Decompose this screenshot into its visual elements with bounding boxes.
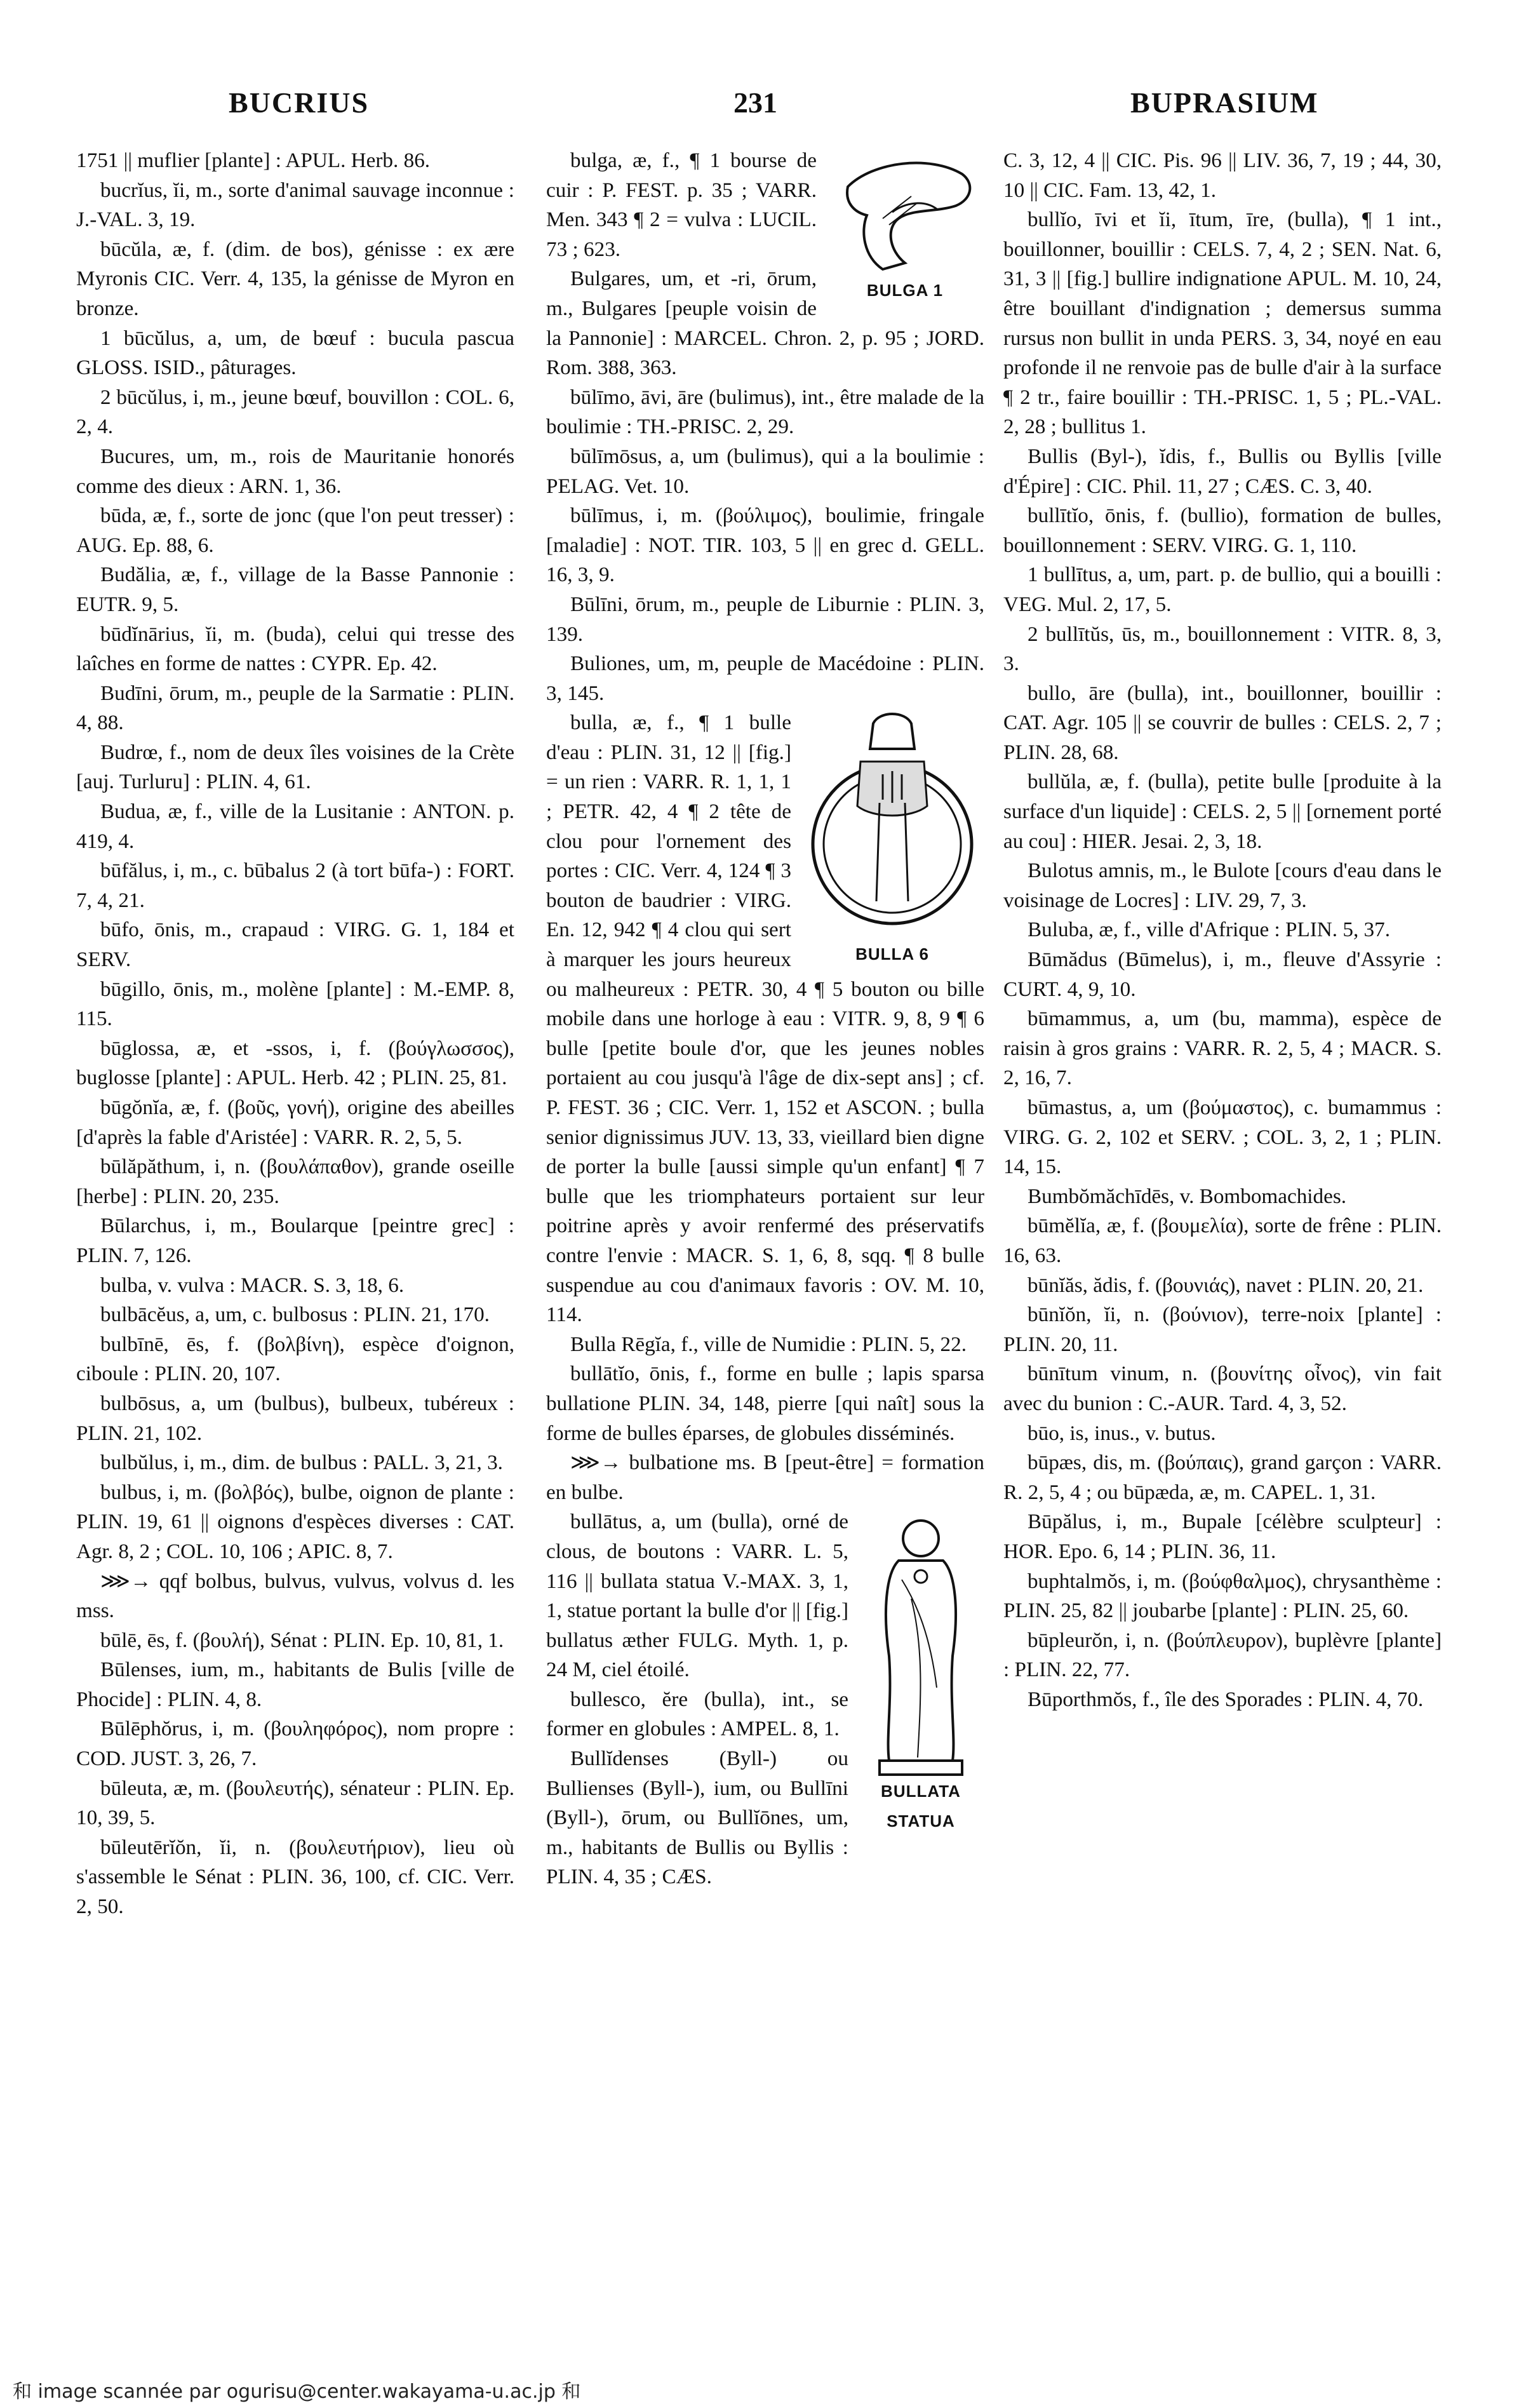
entry: būfălus, i, m., c. būbalus 2 (à tort būfa-) : FORT. 7, 4, 21.: [76, 859, 514, 912]
bullata-statua-figure: [857, 1510, 984, 1836]
entry: Bumbŏmăchīdēs, v. Bombomachides.: [1028, 1184, 1347, 1208]
entry: būcŭla, æ, f. (dim. de bos), génisse : ex ære Myronis CIC. Verr. 4, 135, la génisse de Myron en bronze.: [76, 237, 514, 320]
entry: Bulla Rēgĭa, f., ville de Numidie : PLIN. 5, 22.: [570, 1332, 967, 1356]
entry: bullĭo, īvi et ĭi, ītum, īre, (bulla), ¶ 1 int., bouillonner, bouillir : CELS. 7, 4, 2 ; SEN. Nat. 6, 31, 3 || [fig.] bullire indignatione APUL. M. 10, 24, être bouillant d'indignation ; demersus summa rursus non bullit in unda PERS. 3, 34, noyé en eau profonde il ne renvoie pas de bulle d'air à la surface ¶ 2 tr., faire bouillir : TH.-PRISC. 1, 5 ; PL.-VAL. 2, 28 ; bullitus 1.: [1003, 208, 1442, 439]
entry: bulbācĕus, a, um, c. bulbosus : PLIN. 21, 170.: [100, 1303, 490, 1327]
entry: būdĭnārius, ĭi, m. (buda), celui qui tresse des laîches en forme de nattes : CYPR. Ep. 42.: [76, 622, 514, 676]
entry: Buluba, æ, f., ville d'Afrique : PLIN. 5, 37.: [1028, 918, 1391, 942]
header-first-word: BUCRIUS: [229, 86, 370, 119]
entry: būgŏnĭa, æ, f. (βοῦς, γονή), origine des abeilles [d'après la fable d'Aristée] : VARR. R. 2, 5, 5.: [76, 1096, 514, 1149]
entry: būfo, ōnis, m., crapaud : VIRG. G. 1, 184 et SERV.: [76, 918, 514, 972]
entry: būpæs, dis, m. (βούπαις), grand garçon : VARR. R. 2, 5, 4 ; ou būpæda, æ, m. CAPEL. 1, 31.: [1003, 1451, 1442, 1504]
entry: bullo, āre (bulla), int., bouillonner, bouillir : CAT. Agr. 105 || se couvrir de bulles : CELS. 2, 7 ; PLIN. 28, 68.: [1003, 681, 1442, 764]
entry: bullītĭo, ōnis, f. (bullio), formation de bulles, bouillonnement : SERV. VIRG. G. 1, 110.: [1003, 504, 1442, 557]
bulla-caption: BULLA 6: [855, 944, 929, 964]
entry: Būlēphŏrus, i, m. (βουληφόρος), nom propre : COD. JUST. 3, 26, 7.: [76, 1717, 514, 1771]
entry: būleuta, æ, m. (βουλευτής), sénateur : PLIN. Ep. 10, 39, 5.: [76, 1776, 514, 1830]
entry: būnĭăs, ădis, f. (βουνιάς), navet : PLIN. 20, 21.: [1028, 1273, 1424, 1297]
entry: 1751 || muflier [plante] : APUL. Herb. 86.: [76, 149, 431, 172]
column-3: [1003, 146, 1442, 2350]
entry: būgillo, ōnis, m., molène [plante] : M.-EMP. 8, 115.: [76, 977, 514, 1031]
entry: būlīmōsus, a, um (bulimus), qui a la boulimie : PELAG. Vet. 10.: [546, 444, 984, 498]
entry: būlīmo, āvi, āre (bulimus), int., être malade de la boulimie : TH.-PRISC. 2, 29.: [546, 385, 984, 439]
entry: būpleurŏn, i, n. (βούπλευρον), buplèvre [plante] : PLIN. 22, 77.: [1003, 1628, 1442, 1682]
entry: būnĭŏn, ĭi, n. (βούνιον), terre-noix [plante] : PLIN. 20, 11.: [1003, 1303, 1442, 1356]
entry: Būmădus (Būmelus), i, m., fleuve d'Assyrie : CURT. 4, 9, 10.: [1003, 948, 1442, 1001]
entry: ⋙→ bulbatione ms. B [peut-être] = formation en bulbe.: [546, 1451, 984, 1504]
entry: Budīni, ōrum, m., peuple de la Sarmatie : PLIN. 4, 88.: [76, 681, 514, 735]
entry: Budrœ, f., nom de deux îles voisines de la Crète [auj. Turluru] : PLIN. 4, 61.: [76, 740, 514, 794]
entry: būglossa, æ, et -ssos, i, f. (βούγλωσσος), buglosse [plante] : APUL. Herb. 42 ; PLIN. 25, 81.: [76, 1036, 514, 1090]
header-last-word: BUPRASIUM: [1130, 86, 1319, 119]
entry: Būlīni, ōrum, m., peuple de Liburnie : PLIN. 3, 139.: [546, 592, 984, 646]
entry: bulbōsus, a, um (bulbus), bulbeux, tubéreux : PLIN. 21, 102.: [76, 1391, 514, 1445]
entry: bulba, v. vulva : MACR. S. 3, 18, 6.: [100, 1273, 405, 1297]
running-head: [0, 79, 1540, 137]
entry: bullātĭo, ōnis, f., forme en bulle ; lapis sparsa bullatione PLIN. 34, 148, pierre [qui naît] sous la forme de bulles éparses, de globules disséminés.: [546, 1362, 984, 1445]
entry: Buliones, um, m, peuple de Macédoine : PLIN. 3, 145.: [546, 652, 984, 705]
entry: būnītum vinum, n. (βουνίτης οἶνος), vin fait avec du bunion : C.-AUR. Tard. 4, 3, 52.: [1003, 1362, 1442, 1415]
page-number: 231: [733, 86, 777, 119]
column-1: [76, 146, 514, 2350]
entry: bullesco, ĕre (bulla), int., se former en globules : AMPEL. 8, 1.: [546, 1687, 848, 1741]
bulga-figure: [826, 149, 984, 306]
entry: Bullĭdenses (Byll-) ou Bullienses (Byll-), ium, ou Bullīni (Byll-), ōrum, ou Bullĭōnes, um, m., habitants de Bullis ou Byllis : PLIN. 4, 35 ; CÆS.: [546, 1747, 848, 1889]
entry: bullātus, a, um (bulla), orné de clous, de boutons : VARR. L. 5, 116 || bullata statua V.-MAX. 3, 1, 1, statue portant la bulle d'or || [fig.] bullatus æther FULG. Myth. 1, p. 24 M, ciel étoilé.: [546, 1510, 848, 1682]
entry: būo, is, inus., v. butus.: [1028, 1421, 1216, 1445]
entry: Bucures, um, m., rois de Mauritanie honorés comme des dieux : ARN. 1, 36.: [76, 444, 514, 498]
entry: C. 3, 12, 4 || CIC. Pis. 96 || LIV. 36, 7, 19 ; 44, 30, 10 || CIC. Fam. 13, 42, 1.: [1003, 149, 1442, 202]
entry: būmastus, a, um (βούμαστος), c. bumammus : VIRG. G. 2, 102 et SERV. ; COL. 3, 2, 1 ; PLIN. 14, 15.: [1003, 1096, 1442, 1179]
entry: Būpălus, i, m., Bupale [célèbre sculpteur] : HOR. Epo. 6, 14 ; PLIN. 36, 11.: [1003, 1510, 1442, 1563]
entry: 2 bullītŭs, ūs, m., bouillonnement : VITR. 8, 3, 3.: [1003, 622, 1442, 676]
entry: buphtalmŏs, i, m. (βούφθαλμος), chrysanthème : PLIN. 25, 82 || joubarbe [plante] : PLIN. 25, 60.: [1003, 1569, 1442, 1623]
entry: bucrĭus, ĭi, m., sorte d'animal sauvage inconnue : J.-VAL. 3, 19.: [76, 178, 514, 232]
entry: bulbus, i, m. (βολβός), bulbe, oignon de plante : PLIN. 19, 61 || oignons d'espèces diverses : CAT. Agr. 8, 2 ; COL. 10, 106 ; APIC. 8, 7.: [76, 1480, 514, 1563]
entry: ⋙→ qqf bolbus, bulvus, vulvus, volvus d. les mss.: [76, 1569, 514, 1623]
entry: Bulgares, um, et -ri, ōrum, m., Bulgares [peuple voisin de la Pannonie] : MARCEL. Chron. 2, p. 95 ; JORD. Rom. 388, 363.: [546, 267, 984, 380]
entry: būda, æ, f., sorte de jonc (que l'on peut tresser) : AUG. Ep. 88, 6.: [76, 504, 514, 557]
entry: bulga, æ, f., ¶ 1 bourse de cuir : P. FEST. p. 35 ; VARR. Men. 343 ¶ 2 = vulva : LUCIL. 73 ; 623.: [546, 149, 817, 261]
entry: Budua, æ, f., ville de la Lusitanie : ANTON. p. 419, 4.: [76, 800, 514, 853]
scan-credit-footer: 和 image scannée par ogurisu@center.wakayama-u.ac.jp 和: [13, 2381, 581, 2403]
entry: Būporthmŏs, f., île des Sporades : PLIN. 4, 70.: [1028, 1687, 1424, 1711]
entry: bulla, æ, f., ¶ 1 bulle d'eau : PLIN. 31, 12 || [fig.] = un rien : VARR. R. 1, 1, 1 ; PETR. 42, 4 ¶ 2 tête de clou pour l'ornement des portes : CIC. Verr. 4, 124 ¶ 3 bouton de baudrier : VIRG. En. 12, 942 ¶ 4 clou qui sert à marquer les jours heureux ou malheureux : PETR. 30, 4 ¶ 5 bouton ou bille mobile dans une horloge à eau : VITR. 9, 8, 9 ¶ 6 bulle [petite boule d'or, que les jeunes nobles portaient au cou jusqu'à l'âge de dix-sept ans] ; cf. P. FEST. 36 ; CIC. Verr. 1, 152 et ASCON. ; bulla senior dignissimus JUV. 13, 33, vieillard bien digne de porter la bulle [aussi simple qu'un enfant] ¶ 7 bulle que les triomphateurs portaient sur leur poitrine après y avoir renfermé des préservatifs contre l'envie : MACR. S. 1, 6, 8, sqq. ¶ 8 bulle suspendue au cou d'animaux favoris : OV. M. 10, 114.: [546, 711, 984, 1327]
bulla-figure: [800, 711, 984, 969]
entry: Būlarchus, i, m., Boularque [peintre grec] : PLIN. 7, 126.: [76, 1214, 514, 1267]
statue-illustration: [860, 1510, 981, 1777]
bullata-caption-line2: STATUA: [887, 1811, 955, 1831]
entry: 2 būcŭlus, i, m., jeune bœuf, bouvillon : COL. 6, 2, 4.: [76, 385, 514, 439]
bullata-caption-line1: BULLATA: [881, 1782, 961, 1801]
entry: būlīmus, i, m. (βούλιμος), boulimie, fringale [maladie] : NOT. TIR. 103, 5 || en grec d. GELL. 16, 3, 9.: [546, 504, 984, 587]
entry: bullŭla, æ, f. (bulla), petite bulle [produite à la surface d'un liquide] : CELS. 2, 5 || [ornement porté au cou] : HIER. Jesai. 2, 3, 18.: [1003, 770, 1442, 853]
entry: būleutērĭŏn, ĭi, n. (βουλευτήριον), lieu où s'assemble le Sénat : PLIN. 36, 100, cf. CIC. Verr. 2, 50.: [76, 1835, 514, 1919]
bulla-illustration: [803, 711, 981, 939]
column-2: [546, 146, 984, 2350]
bulga-caption: BULGA 1: [866, 281, 944, 300]
entry: Bulotus amnis, m., le Bulote [cours d'eau dans le voisinage de Locres] : LIV. 29, 7, 3.: [1003, 859, 1442, 912]
entry: Bullis (Byl-), ĭdis, f., Bullis ou Byllis [ville d'Épire] : CIC. Phil. 11, 27 ; CÆS. C. 3, 40.: [1003, 444, 1442, 498]
entry: būmammus, a, um (bu, mamma), espèce de raisin à gros grains : VARR. R. 2, 5, 4 ; MACR. S. 2, 16, 7.: [1003, 1007, 1442, 1090]
entry: bulbŭlus, i, m., dim. de bulbus : PALL. 3, 21, 3.: [100, 1451, 503, 1475]
entry: 1 bullītus, a, um, part. p. de bullio, qui a bouilli : VEG. Mul. 2, 17, 5.: [1003, 563, 1442, 616]
entry: būlē, ēs, f. (βουλή), Sénat : PLIN. Ep. 10, 81, 1.: [100, 1628, 504, 1652]
entry: bulbīnē, ēs, f. (βολβίνη), espèce d'oignon, ciboule : PLIN. 20, 107.: [76, 1332, 514, 1386]
entry: būmĕlĭa, æ, f. (βουμελία), sorte de frêne : PLIN. 16, 63.: [1003, 1214, 1442, 1267]
entry: Būlenses, ium, m., habitants de Bulis [ville de Phocide] : PLIN. 4, 8.: [76, 1658, 514, 1711]
entry: Budălia, æ, f., village de la Basse Pannonie : EUTR. 9, 5.: [76, 563, 514, 616]
bulga-illustration: [829, 149, 981, 276]
entry: 1 būcŭlus, a, um, de bœuf : bucula pascua GLOSS. ISID., pâturages.: [76, 326, 514, 380]
entry: būlăpăthum, i, n. (βουλάπαθον), grande oseille [herbe] : PLIN. 20, 235.: [76, 1155, 514, 1208]
